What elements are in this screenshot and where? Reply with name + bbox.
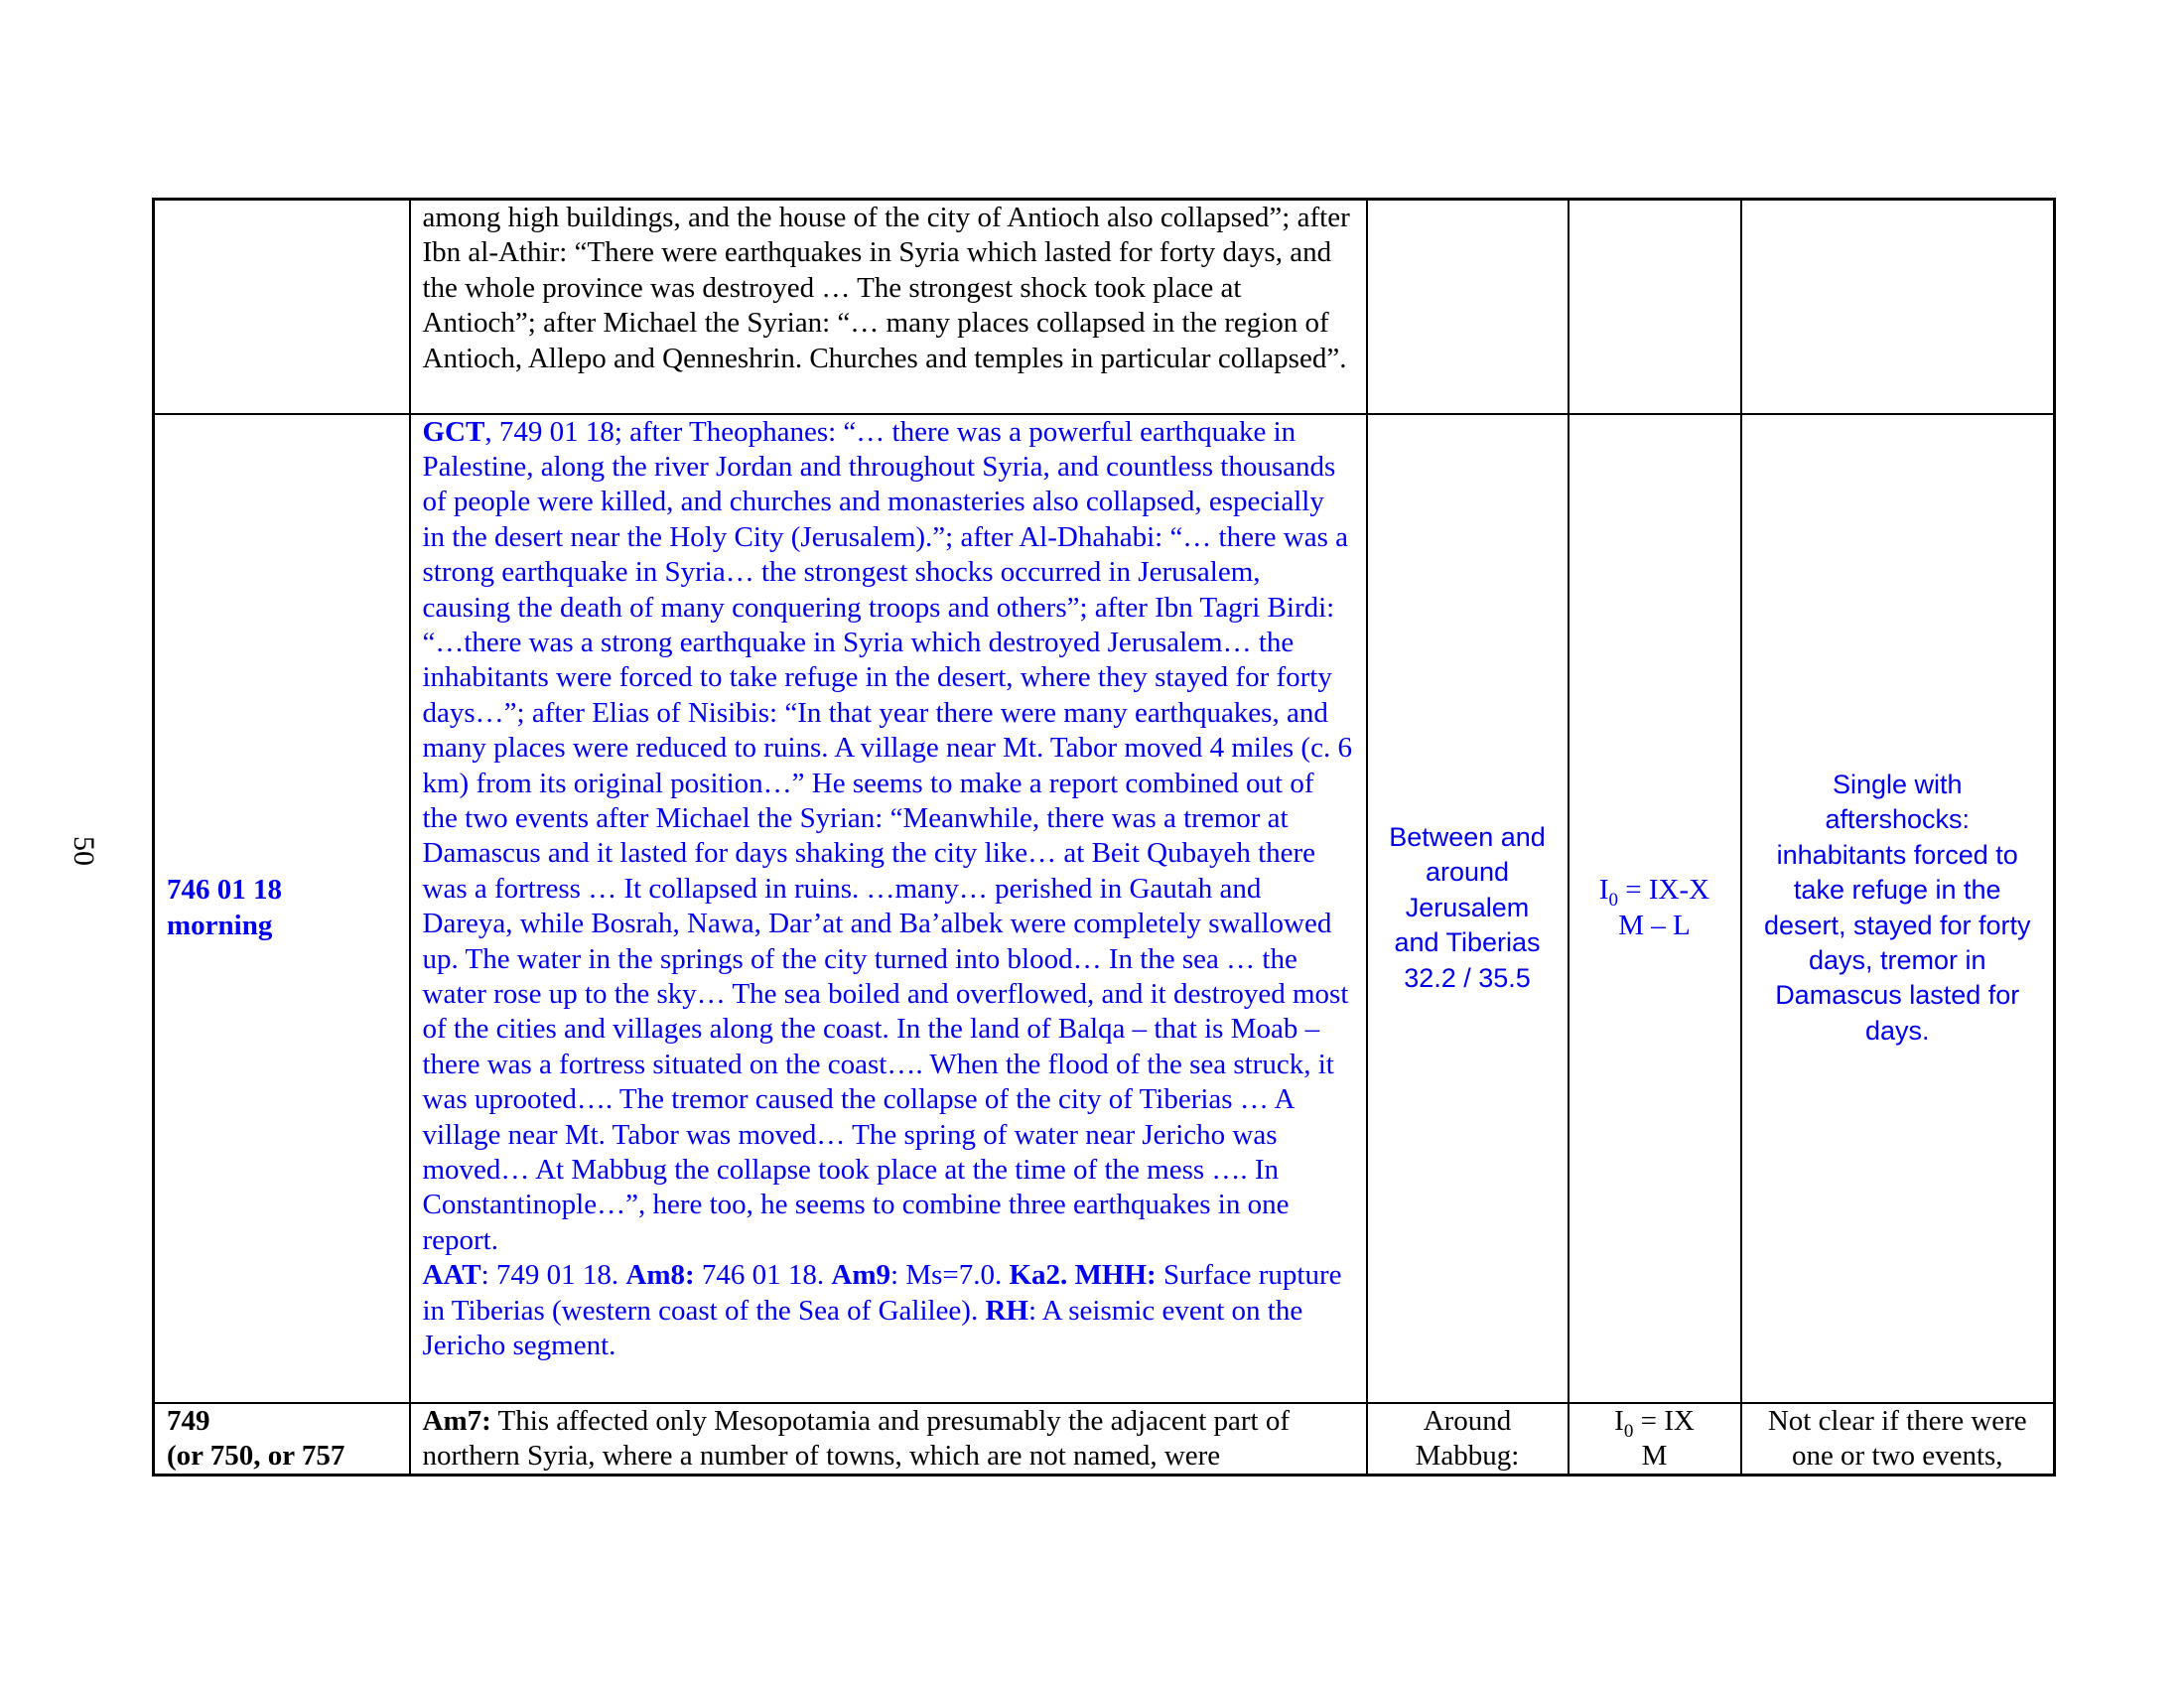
date-value: 746 01 18 [167, 874, 282, 907]
ka2-text [1067, 1259, 1074, 1291]
notes-line: inhabitants forced to [1776, 839, 2018, 870]
description-cell: among high buildings, and the house of the city of Antioch also collapsed”; after Ibn al-Athir: “There were earthquakes in Syria which lasted for forty days, and the whole province was destroyed … The strongest shock took place at Antioch”; after Michael the Syrian: “… many places collapsed in the region of Antioch, Allepo and Qenneshrin. Churches and temples in particular collapsed”. [410, 200, 1367, 414]
am8-text: 746 01 18. [694, 1259, 832, 1292]
location-coordinates: 32.2 / 35.5 [1404, 962, 1531, 993]
rh-text: : A seismic event on the Jericho segment. [422, 1294, 1303, 1362]
source-label-am8: Am8: [625, 1259, 695, 1292]
page-number: 50 [68, 836, 100, 866]
date-cell [154, 1403, 410, 1476]
intensity-cell [1569, 414, 1741, 1403]
notes-cell [1741, 200, 2055, 414]
mhh-text: Surface rupture in Tiberias (western coast of the Sea of Galilee). [422, 1259, 1342, 1327]
intensity-subscript: 0 [1608, 889, 1619, 911]
time-of-day: morning [167, 909, 273, 941]
notes-line: desert, stayed for forty [1763, 910, 2031, 940]
source-label-aat: AAT [422, 1259, 481, 1292]
am7-text: This affected only Mesopotamia and presumably the adjacent part of northern Syria, where a number of towns, which are not named, were [422, 1404, 1290, 1472]
intensity-symbol: I [1598, 874, 1609, 907]
date-cell [154, 414, 410, 1403]
intensity-value [1581, 1404, 1728, 1442]
notes-cell [1741, 414, 2055, 1403]
location-cell [1367, 200, 1569, 414]
table-row [154, 1403, 2055, 1476]
location-line: and Tiberias [1394, 927, 1541, 958]
table-row [154, 414, 2055, 1403]
intensity-cell [1569, 1403, 1741, 1476]
source-label-ka2: Ka2. [1009, 1259, 1068, 1292]
description-cell [410, 1403, 1367, 1476]
notes-line: one or two events, [1791, 1439, 2003, 1472]
notes-line: Single with [1832, 769, 1963, 799]
gct-text: , 749 01 18; after Theophanes: “… there was a powerful earthquake in Palestine, along the river Jordan and throughout Syria, and countless thousands of people were killed, and churches and monasteries also collapsed, especially in the desert near the Holy City (Jerusalem).”; after Al-Dhahabi: “… there was a strong earthquake in Syria… the strongest shocks occurred in Jerusalem, causing the death of many conquering troops and others”; after Ibn Tagri Birdi: “…there was a strong earthquake in Syria which destroyed Jerusalem… the inhabitants were forced to take refuge in the desert, where they stayed for forty days…”; after Elias of Nisibis: “In that year there were many earthquakes, and many places were reduced to ruins. A village near Mt. Tabor moved 4 miles (c. 6 km) from its original position…” He seems to make a report combined out of the two events after Michael the Syrian: “Meanwhile, there was a tremor at Damascus and it lasted for days shaking the city like… at Beit Qubayeh there was a fortress … It collapsed in ruins. …many… perished in Gautah and Dareya, while Bosrah, Nawa, Dar’at and Ba’albek were completely swallowed up. The water in the springs of the city turned into blood… In the sea … the water rose up to the sky… The sea boiled and overflowed, and it destroyed most of the cities and villages along the coast. In the land of Balqa – that is Moab – there was a fortress situated on the coast…. When the flood of the sea struck, it was uprooted…. The tremor caused the collapse of the city of Tiberias … A village near Mt. Tabor was moved… The spring of water near Jericho was moved… At Mabbug the collapse took place at the time of the mess …. In Constantinople…”, here too, he seems to combine three earthquakes in one report. [422, 415, 1352, 1256]
intensity-number: = IX [1633, 1404, 1695, 1437]
notes-line: take refuge in the [1793, 875, 2001, 906]
location-cell [1367, 1403, 1569, 1476]
aat-text: : 749 01 18. [480, 1259, 626, 1292]
notes-line: Not clear if there were [1767, 1404, 2027, 1437]
location-line: Around [1423, 1404, 1512, 1437]
location-line: around [1425, 857, 1510, 888]
magnitude-value: M – L [1618, 909, 1691, 941]
source-label-mhh: MHH: [1074, 1259, 1157, 1292]
location-line: Between and [1389, 821, 1546, 852]
magnitude-value: M [1641, 1439, 1668, 1472]
source-label-am7: Am7: [422, 1404, 491, 1437]
intensity-symbol: I [1614, 1404, 1624, 1437]
notes-line: Damascus lasted for [1775, 980, 2020, 1011]
source-label-rh: RH [985, 1294, 1028, 1327]
intensity-subscript: 0 [1623, 1420, 1634, 1442]
location-line: Jerusalem [1405, 892, 1530, 922]
location-cell [1367, 414, 1569, 1403]
notes-line: days. [1864, 1015, 1930, 1046]
notes-cell [1741, 1403, 2055, 1476]
date-value: 749 [167, 1404, 210, 1437]
source-label-am9: Am9 [831, 1259, 891, 1292]
notes-line: aftershocks: [1825, 804, 1971, 835]
location-line: Mabbug: [1415, 1439, 1520, 1472]
intensity-number: = IX-X [1618, 874, 1710, 907]
table-row [154, 200, 2055, 414]
intensity-cell [1569, 200, 1741, 414]
date-alternatives: (or 750, or 757 [167, 1439, 345, 1472]
source-label-gct: GCT [422, 415, 485, 448]
earthquake-catalog-table [152, 198, 2056, 1477]
notes-line: days, tremor in [1808, 944, 1986, 975]
date-cell [154, 200, 410, 414]
intensity-value [1581, 873, 1728, 911]
am9-text: : Ms=7.0. [890, 1259, 1010, 1292]
description-cell [410, 414, 1367, 1403]
